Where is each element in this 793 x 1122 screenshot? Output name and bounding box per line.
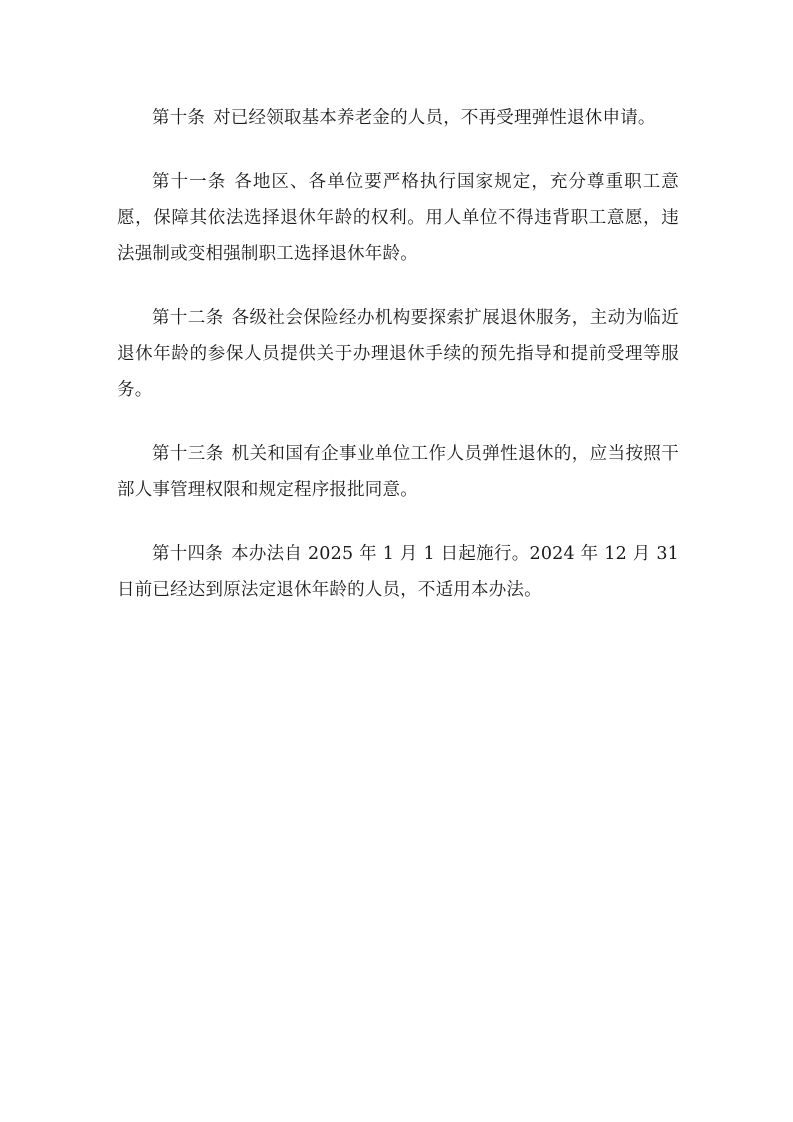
article-number: 第十一条 bbox=[152, 172, 227, 192]
article-14 bbox=[117, 536, 679, 608]
article-text: 对已经领取基本养老金的人员，不再受理弹性退休申请。 bbox=[213, 108, 656, 128]
article-12 bbox=[117, 300, 679, 408]
article-number: 第十三条 bbox=[152, 444, 224, 464]
document-body bbox=[117, 100, 679, 636]
article-number: 第十四条 bbox=[152, 544, 224, 564]
article-number: 第十二条 bbox=[152, 308, 224, 328]
article-10 bbox=[117, 100, 679, 136]
article-text: 各地区、各单位要严格执行国家规定，充分尊重职工意愿，保障其依法选择退休年龄的权利。用人单位不得违背职工意愿，违法强制或变相强制职工选择退休年龄。 bbox=[117, 172, 679, 264]
article-11 bbox=[117, 164, 679, 272]
article-text: 机关和国有企事业单位工作人员弹性退休的，应当按照干部人事管理权限和规定程序报批同意。 bbox=[117, 444, 679, 500]
article-number: 第十条 bbox=[152, 108, 206, 128]
article-text: 各级社会保险经办机构要探索扩展退休服务，主动为临近退休年龄的参保人员提供关于办理退休手续的预先指导和提前受理等服务。 bbox=[117, 308, 679, 400]
article-13 bbox=[117, 436, 679, 508]
article-text: 本办法自 2025 年 1 月 1 日起施行。2024 年 12 月 31 日前已经达到原法定退休年龄的人员，不适用本办法。 bbox=[117, 544, 679, 600]
